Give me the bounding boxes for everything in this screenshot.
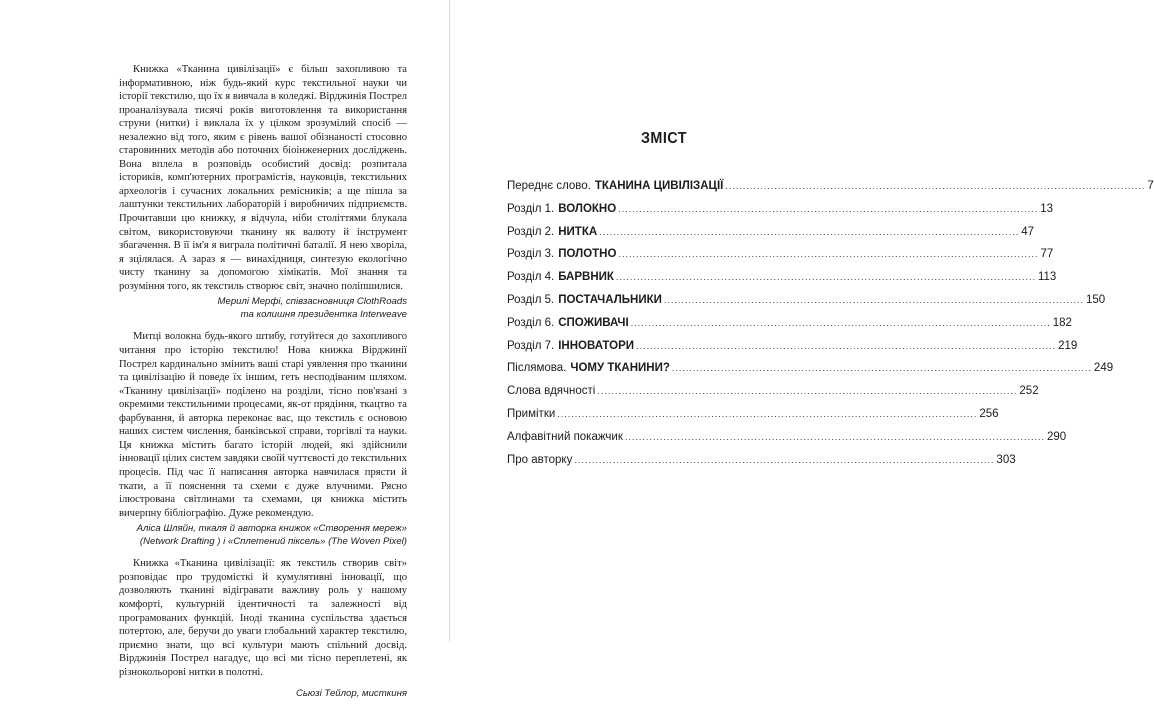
toc-entry [507,407,999,431]
toc-dot-leader: ........................................................................................................................ [615,272,1036,283]
toc-entry-label: Післямова. [507,362,567,375]
toc-entry-page: 150 [1085,293,1106,306]
toc-entry-page: 219 [1058,339,1078,352]
toc-entry [507,385,1039,408]
toc-entry-label: Розділ 2. [507,225,555,238]
toc-entry-title: ЧОМУ ТКАНИНИ? [570,362,670,375]
review-text: Книжка «Тканина цивілізації» є більш захопливою та інформативною, ніж будь-який курс текстильної науки чи історії текстилю, що їх я вивчала в коледжі. Вірджинія Пострел проаналізувала тисячі років виготовлення та використання струни (нитки) і виклала їх у цілком зрозумілий спосіб — незалежно від того, яким є рівень вашої обізнаності стосовно старовинних методів або поточних біоінженерних досліджень. Вона вплела в розповідь особистий досвід: розпитала істориків, комп'ютерних програмістів, науковців, текстильних археологів і сучасних локальних ремісників; а ще пішла за лаштунки текстильних лабораторій і виробничих підприємств. Прочитавши цю книжку, я відчула, ніби століттями блукала світом, використовуючи тканину як валюту й інструмент збагачення. В її ім'я я виграла політичні баталії. Я нею хворіла, я зцілялася. А зараз я — винахідниця, синтезую екологічно чисту тканину за допомогою хімікатів. Мої знання та розуміння того, як текстиль створює світ, значно поліпшилися. [119,64,407,292]
toc-title: ЗМІСТ [640,130,688,147]
toc-entry-page: 47 [1021,225,1034,238]
toc-entry [507,248,1054,271]
toc-dot-leader: ........................................................................................................................ [618,203,1039,214]
toc-entry-page: 256 [979,407,999,420]
toc-entry [507,316,1072,340]
toc-entry-label: Розділ 1. [507,202,555,215]
review-attribution [119,523,407,548]
toc-entry-page: 7 [1147,180,1154,192]
toc-dot-leader: ........................................................................................................................ [630,317,1051,328]
toc-entry-page: 252 [1019,385,1039,398]
review-author-line2: та колишня президентка Interweave [240,308,407,320]
review-text: Книжка «Тканина цивілізації: як текстиль створив світ» розповідає про трудомісткі й кумулятивні інновації, що дозволяють тканині відігравати важливу роль у нашому комфорті, культурній ідентичності та залежності від програмованих функцій. Іноді тканина суспільства здається потертою, але, беручи до уваги глобальний характер текстилю, приємно знати, що всі культури мають спільний досвід. Вірджинія Пострел нагадує, що всі ми тісно переплетені, як різнокольорові нитки в полотні. [119,558,407,678]
toc-dot-leader: ........................................................................................................................ [599,226,1020,237]
toc-entry-title: СПОЖИВАЧІ [558,316,629,329]
toc-entry [507,180,1154,203]
toc-entry-label: Алфавітний покажчик [507,430,623,443]
review-text: Митці волокна будь-якого штибу, готуйтеся до захопливого читання про історію текстилю! Нова книжка Вірджинії Пострел кардинально змінить ваші старі уявлення про тканини та цивілізацію й поведе їх іншим, геть несподіваним шляхом. «Тканину цивілізації» поділено на розділи, тісно пов'язані з окремими текстильними процесами, як-от прядіння, ткацтво та фарбування, й авторка переконає вас, що текстиль є основою наших систем числення, банківської справи, торгівлі та науки. Ця книжка містить багато історій людей, які здійснили інновації цілих систем завдяки своїй чуттєвості до текстильних процесів. Під час її написання авторка навчилася прясти й ткати, а її пояснення та схеми є дуже влучними. Рясно ілюстрована світлинами та схемами, ця книжка містить вичерпну бібліографію. Дуже рекомендую. [119,331,407,519]
toc-entry-label: Розділ 5. [507,293,555,306]
page-divider [449,0,450,641]
toc-entry-title: ПОСТАЧАЛЬНИКИ [558,293,662,306]
toc-entry-label: Про авторку [507,453,573,466]
toc-entry [507,362,1114,385]
review-author: Аліса Шляйн, ткаля й авторка книжок «Створення мереж» [136,523,407,535]
toc-entry-page: 77 [1040,248,1054,261]
toc-entry-page: 290 [1046,430,1067,443]
review-author: Мерилі Мерфі, співзасновниця ClothRoads [217,296,407,308]
toc-entry-title: ВОЛОКНО [558,202,617,215]
review-author: Сьюзі Тейлор, мисткиня [295,688,407,700]
toc-entry-label: Розділ 6. [507,316,555,329]
toc-entry [507,202,1054,226]
review-attribution [119,688,407,701]
toc-entry-page: 182 [1052,316,1072,329]
toc-dot-leader: ........................................................................................................................ [574,454,995,465]
toc-dot-leader: ........................................................................................................................ [725,181,1146,191]
toc-entry-page: 13 [1040,202,1054,215]
toc-dot-leader: ........................................................................................................................ [671,363,1092,374]
right-page-contents [507,130,1154,476]
toc-dot-leader: ........................................................................................................................ [624,431,1045,442]
toc-entry-label: Розділ 4. [507,271,555,284]
left-page-reviews [119,63,407,710]
toc-entry-title: НИТКА [558,225,598,238]
toc-dot-leader: ........................................................................................................................ [618,249,1039,260]
toc-dot-leader: ........................................................................................................................ [636,340,1057,351]
toc-dot-leader: ........................................................................................................................ [597,386,1018,397]
toc-entry [507,453,1016,477]
toc-dot-leader: ........................................................................................................................ [663,294,1084,305]
toc-entry-label: Розділ 3. [507,248,555,261]
toc-entry-label: Слова вдячності [507,385,596,398]
toc-entry-title: ПОЛОТНО [558,248,617,261]
toc-dot-leader: ........................................................................................................................ [557,408,978,419]
toc-entry [507,271,1057,294]
toc-entry-page: 303 [996,453,1016,466]
toc-entry [507,339,1078,363]
toc-entry-title: БАРВНИК [558,271,614,284]
review-author-line2: (Network Drafting ) і «Сплетений піксель» (The Woven Pixel) [139,535,407,547]
toc-entry-label: Розділ 7. [507,339,555,352]
toc-entry-label: Примітки [507,407,556,420]
toc-list [507,180,1154,476]
toc-entry-page: 113 [1037,271,1057,284]
review-attribution [119,296,407,321]
toc-entry [507,293,1106,317]
toc-entry-title: ТКАНИНА ЦИВІЛІЗАЦІЇ [594,180,724,192]
toc-entry [507,225,1034,249]
toc-entry-title: ІННОВАТОРИ [558,339,635,352]
toc-entry-label: Переднє слово. [507,180,591,192]
toc-entry-page: 249 [1093,362,1114,375]
toc-entry [507,430,1067,454]
